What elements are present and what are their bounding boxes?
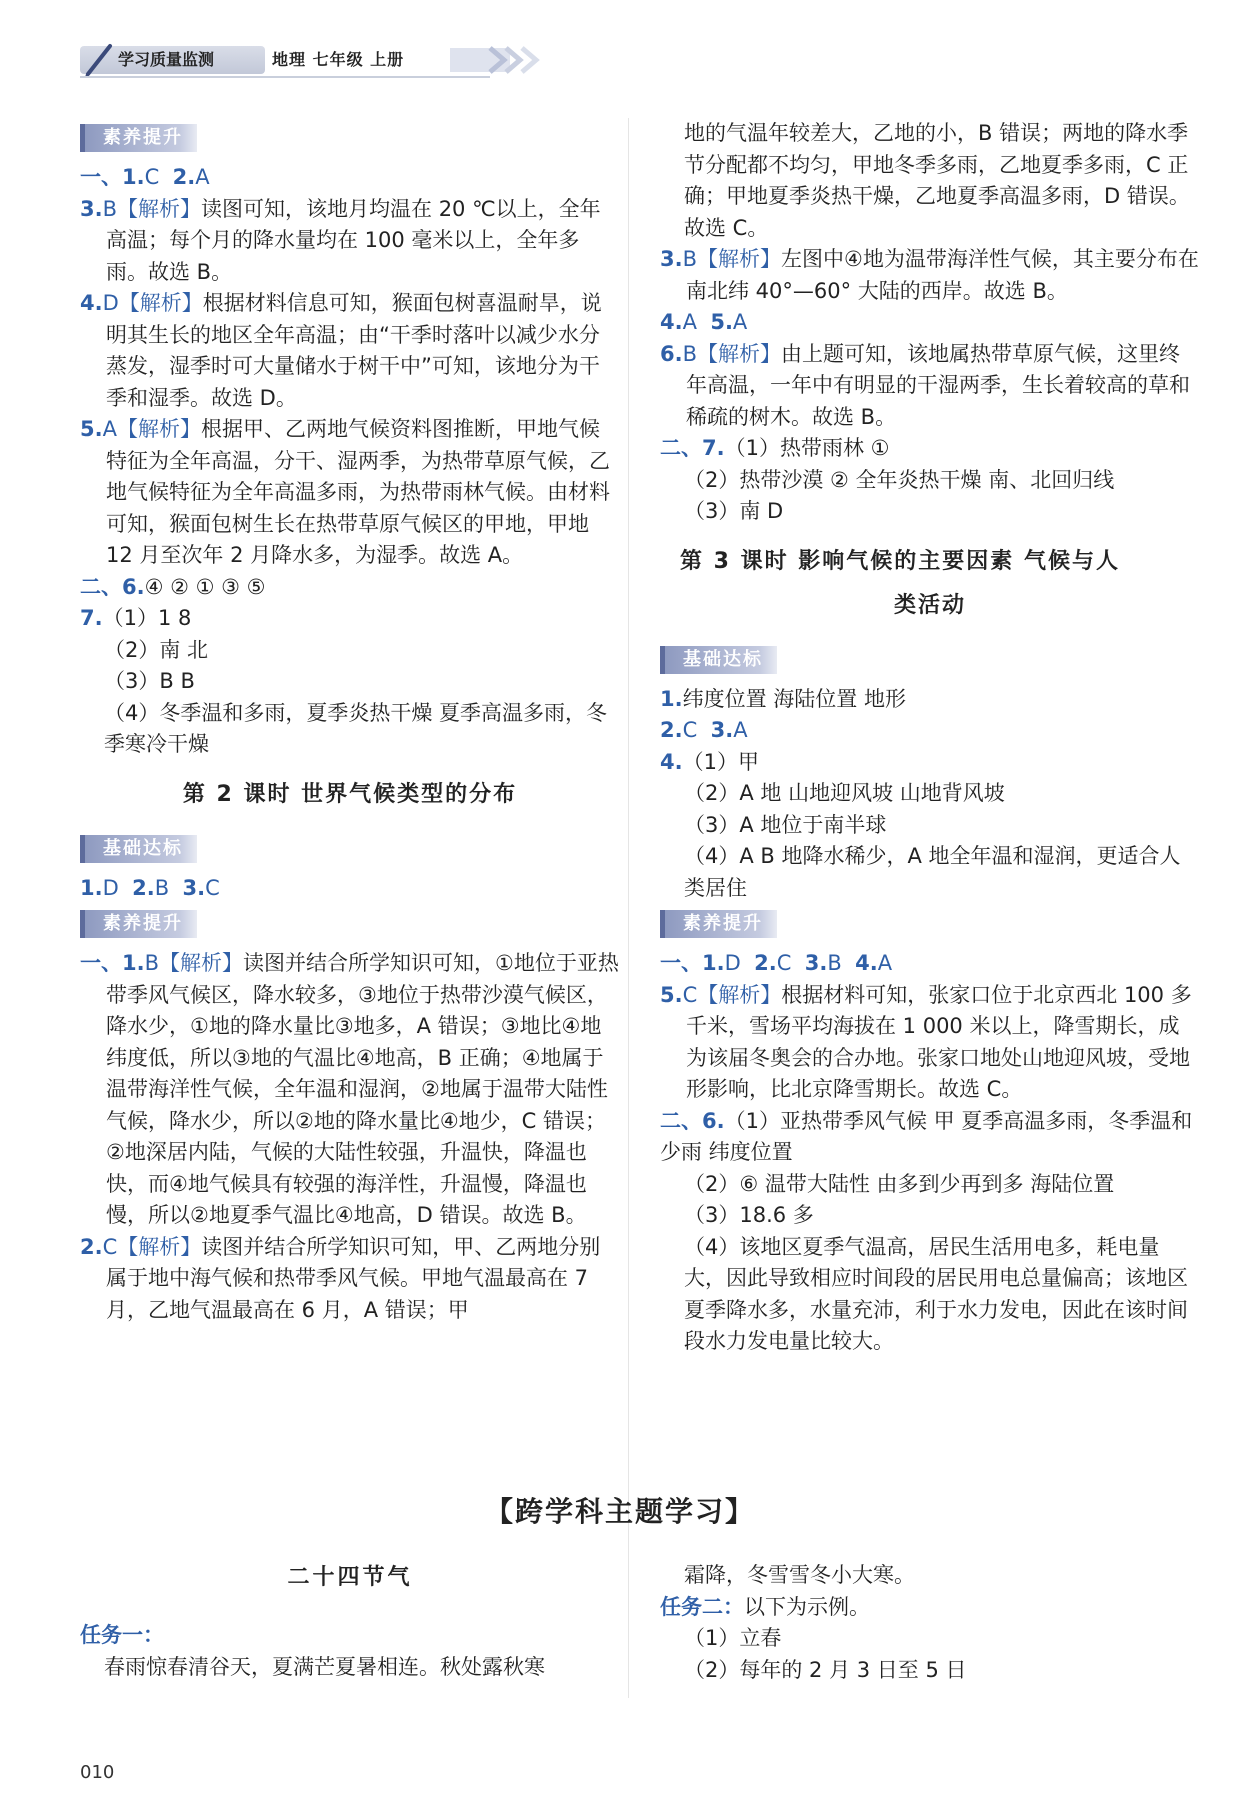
answer-subline: （2）南 北 [104,637,209,662]
answer-item: 3.B【解析】读图可知，该地月均温在 20 ℃以上，全年高温；每个月的降水量均在 100 毫米以上，全年多雨。故选 B。 [80,196,601,284]
page-header [80,40,540,80]
lesson-title: 第 2 课时 世界气候类型的分布 [182,781,518,807]
answer-line: 二、6.④ ② ① ③ ⑤ [80,574,266,599]
answer-line: 二、7.（1）热带雨林 ① [660,436,890,460]
task-text-cont: 霜降，冬雪雪冬小大寒。 [684,1563,915,1587]
answer-subline: （3）A 地位于南半球 [684,812,887,837]
task-label: 任务一： [80,1623,164,1647]
theme-left [80,1560,620,1683]
column-divider [628,118,629,1698]
theme-right [660,1560,1200,1686]
lesson-title: 第 3 课时 影响气候的主要因素 气候与人 [680,548,1120,574]
answer-subline: （3）南 D [684,499,784,523]
answer-item: 4.D【解析】根据材料信息可知，猴面包树喜温耐旱，说明其生长的地区全年高温；由“干季时落叶以减少水分蒸发，湿季时可大量储水于树干中”可知，该地分为干季和湿季。故选 D。 [80,291,602,410]
answer-subline: （4）该地区夏季气温高，居民生活用电多，耗电量大，因此导致相应时间段的居民用电总量偏高；该地区夏季降水多，水量充沛，利于水力发电，因此在该时间段水力发电量比较大。 [684,1234,1188,1353]
answer-subline: （3）B B [104,669,195,693]
answer-subline: （2）A 地 山地迎风坡 山地背风坡 [684,781,1005,805]
pen-icon [84,42,114,78]
section-badge: 基础达标 [660,646,777,674]
answer-item: 5.A【解析】根据甲、乙两地气候资料图推断，甲地气候特征为全年高温，分干、湿两季，为热带草原气候，乙地气候特征为全年高温多雨，为热带雨林气候。由材料可知，猴面包树生长在热带草原气候区的甲地，甲地 12 月至次年 2 月降水多，为湿季。故选 A。 [80,417,610,567]
answer-line: 1.纬度位置 海陆位置 地形 [660,686,906,711]
chevron-decoration-icon [450,44,540,76]
answer-line: 2.C 3.A [660,718,748,742]
answer-subline: （4）冬季温和多雨，夏季炎热干燥 夏季高温多雨，冬季寒冷干燥 [104,700,608,756]
answer-item: 2.C【解析】读图并结合所学知识可知，甲、乙两地分别属于地中海气候和热带季风气候。甲地气温最高在 7 月，乙地气温最高在 6 月，A 错误；甲 [80,1234,601,1322]
answer-line: 1.D 2.B 3.C [80,875,220,900]
answer-line: 4.A 5.A [660,310,748,334]
header-underline [80,76,490,78]
answer-line: 二、6.（1）亚热带季风气候 甲 夏季高温多雨，冬季温和少雨 纬度位置 [660,1108,1193,1164]
section-badge: 素养提升 [660,910,777,938]
answer-item: 3.B【解析】左图中④地为温带海洋性气候，其主要分布在南北纬 40°—60° 大陆的西岸。故选 B。 [660,247,1199,303]
answer-item: 一、1.B【解析】读图并结合所学知识可知，①地位于亚热带季风气候区，降水较多，③地位于热带沙漠气候区，降水少，①地的降水量比③地多，A 错误；③地比④地纬度低，所以③地的气温比④地高，B 正确；④地属于温带海洋性气候，全年温和湿润，②地属于温带大陆性气候，降水少，所以②地的降水量比④地少，C 错误；②地深居内陆，气候的大陆性较强，升温快，降温也快，而④地气候具有较强的海洋性，升温慢，降温也慢，所以②地夏季气温比④地高，D 错误。故选 B。 [80,951,619,1227]
section-badge: 素养提升 [80,124,197,152]
left-column [80,118,620,1326]
section-badge: 基础达标 [80,835,197,863]
task-text: 春雨惊春清谷天，夏满芒夏暑相连。秋处露秋寒 [104,1654,545,1679]
answer-line: 4.（1）甲 [660,749,759,774]
task-line: 任务二：以下为示例。 [660,1594,870,1619]
answer-subline: （2）⑥ 温带大陆性 由多到少再到多 海陆位置 [684,1171,1115,1196]
answer-continuation: 地的气温年较差大，乙地的小，B 错误；两地的降水季节分配都不均匀，甲地冬季多雨，乙地夏季多雨，C 正确；甲地夏季炎热干燥，乙地夏季高温多雨，D 错误。故选 C。 [684,121,1190,240]
answer-item: 6.B【解析】由上题可知，该地属热带草原气候，这里终年高温，一年中有明显的干湿两季，生长着较高的草和稀疏的树木。故选 B。 [660,341,1190,429]
task-subline: （2）每年的 2 月 3 日至 5 日 [684,1657,967,1682]
section-badge: 素养提升 [80,910,197,938]
right-column [660,118,1200,1358]
answer-subline: （2）热带沙漠 ② 全年炎热干燥 南、北回归线 [684,467,1115,492]
answer-line: 一、1.C 2.A [80,165,210,189]
book-meta: 地理 七年级 上册 [272,50,405,69]
theme-title: 【跨学科主题学习】 [484,1495,755,1528]
answer-subline: （3）18.6 多 [684,1203,814,1227]
answer-line: 7.（1）1 8 [80,606,192,630]
task-subline: （1）立春 [684,1626,782,1650]
answer-subline: （4）A B 地降水稀少，A 地全年温和湿润，更适合人类居住 [684,844,1181,900]
page-number: 010 [80,1762,115,1783]
series-title: 学习质量监测 [118,50,215,69]
lesson-title-cont: 类活动 [893,592,966,618]
answer-item: 5.C【解析】根据材料可知，张家口位于北京西北 100 多千米，雪场平均海拔在 1 000 米以上，降雪期长，成为该届冬奥会的合办地。张家口地处山地迎风坡，受地形影响，比北京降雪期长。故选 C。 [660,982,1192,1101]
theme-subtitle: 二十四节气 [287,1565,413,1590]
answer-line: 一、1.D 2.C 3.B 4.A [660,951,893,975]
